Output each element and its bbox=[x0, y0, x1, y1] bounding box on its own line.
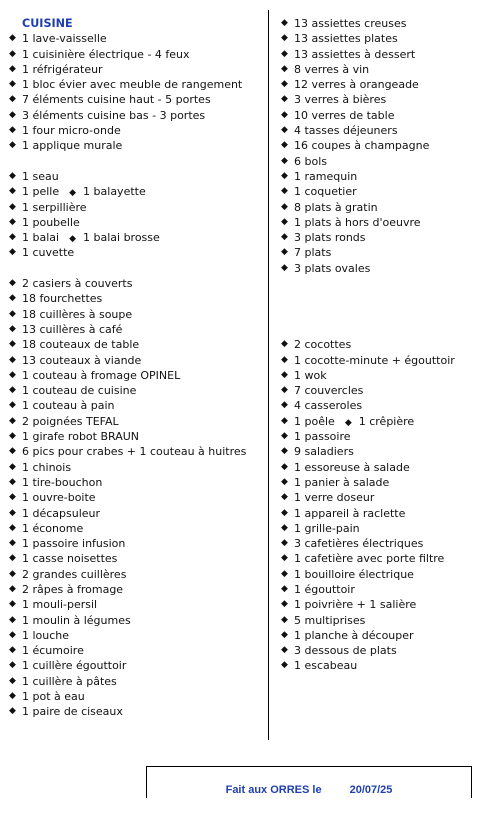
bullet-icon: ◆ bbox=[281, 400, 288, 411]
list-item bbox=[280, 597, 480, 612]
item-text: 1 bouilloire électrique bbox=[294, 567, 414, 581]
bullet-icon: ◆ bbox=[281, 247, 288, 258]
bullet-icon: ◆ bbox=[281, 262, 288, 273]
bullet-icon: ◆ bbox=[281, 125, 288, 136]
bullet-icon: ◆ bbox=[281, 553, 288, 564]
item-text: 1 wok bbox=[294, 368, 327, 382]
footer-date: 20/07/25 bbox=[349, 784, 393, 796]
item-text: 2 râpes à fromage bbox=[22, 582, 124, 596]
list-item bbox=[280, 398, 480, 413]
bullet-icon: ◆ bbox=[9, 385, 16, 396]
list-item bbox=[280, 368, 480, 383]
list-item bbox=[8, 291, 270, 306]
list-item bbox=[280, 613, 480, 628]
list-item bbox=[280, 460, 480, 475]
bullet-icon: ◆ bbox=[281, 446, 288, 457]
bullet-icon: ◆ bbox=[9, 629, 16, 640]
bullet-icon: ◆ bbox=[9, 599, 16, 610]
bullet-icon: ◆ bbox=[69, 234, 76, 245]
bullet-icon: ◆ bbox=[9, 461, 16, 472]
list-item bbox=[280, 628, 480, 643]
item-text: 1 chinois bbox=[22, 460, 72, 474]
list-item bbox=[8, 613, 270, 628]
bullet-icon: ◆ bbox=[281, 385, 288, 396]
list-item bbox=[280, 383, 480, 398]
list-item bbox=[280, 16, 480, 31]
item-text: 16 coupes à champagne bbox=[294, 139, 430, 153]
item-text: 1 cafetière avec porte filtre bbox=[294, 552, 445, 566]
list-item bbox=[8, 643, 270, 658]
bullet-icon: ◆ bbox=[9, 446, 16, 457]
list-item bbox=[8, 276, 270, 291]
signature-box bbox=[146, 766, 472, 798]
item-text: 1 poivrière + 1 salière bbox=[294, 598, 417, 612]
item-text: 4 tasses déjeuners bbox=[294, 124, 398, 138]
bullet-icon: ◆ bbox=[9, 354, 16, 365]
item-text: 10 verres de table bbox=[294, 108, 395, 122]
column-divider bbox=[268, 10, 269, 740]
list-item bbox=[8, 169, 270, 184]
item-text: 6 pics pour crabes + 1 couteau à huitres bbox=[22, 445, 247, 459]
list-item bbox=[8, 108, 270, 123]
bullet-icon: ◆ bbox=[281, 461, 288, 472]
item-text: 2 cocottes bbox=[294, 338, 352, 352]
left-inventory-list bbox=[8, 31, 270, 719]
item-text: 3 plats ronds bbox=[294, 231, 366, 245]
bullet-icon: ◆ bbox=[281, 568, 288, 579]
item-text: 1 cuillère égouttoir bbox=[22, 659, 127, 673]
bullet-icon: ◆ bbox=[9, 293, 16, 304]
bullet-icon: ◆ bbox=[9, 94, 16, 105]
bullet-icon: ◆ bbox=[9, 79, 16, 90]
bullet-icon: ◆ bbox=[281, 186, 288, 197]
bullet-icon: ◆ bbox=[9, 323, 16, 334]
bullet-icon: ◆ bbox=[281, 140, 288, 151]
bullet-icon: ◆ bbox=[9, 140, 16, 151]
item-text: 3 cafetières électriques bbox=[294, 537, 424, 551]
bullet-icon: ◆ bbox=[9, 614, 16, 625]
bullet-icon: ◆ bbox=[281, 492, 288, 503]
item-text: 1 balai brosse bbox=[83, 231, 160, 245]
bullet-icon: ◆ bbox=[344, 417, 352, 428]
item-text: 2 grandes cuillères bbox=[22, 567, 127, 581]
item-text: 9 saladiers bbox=[294, 445, 354, 459]
list-item bbox=[8, 506, 270, 521]
list-item bbox=[280, 62, 480, 77]
list-item bbox=[8, 307, 270, 322]
item-text: 1 paire de ciseaux bbox=[22, 705, 123, 719]
item-text: 1 girafe robot BRAUN bbox=[22, 430, 140, 444]
bullet-icon: ◆ bbox=[9, 645, 16, 656]
spacer bbox=[8, 154, 270, 169]
bullet-icon: ◆ bbox=[9, 553, 16, 564]
list-item bbox=[8, 597, 270, 612]
item-text: 1 poubelle bbox=[22, 215, 80, 229]
list-item bbox=[8, 689, 270, 704]
list-item bbox=[280, 658, 480, 673]
list-item bbox=[8, 245, 270, 260]
bullet-icon: ◆ bbox=[9, 431, 16, 442]
list-item bbox=[8, 521, 270, 536]
item-text: 12 verres à orangeade bbox=[294, 78, 419, 92]
spacer bbox=[280, 276, 480, 291]
item-text: 1 pot à eau bbox=[22, 690, 85, 704]
spacer bbox=[280, 322, 480, 337]
list-item bbox=[8, 368, 270, 383]
item-text: 7 éléments cuisine haut - 5 portes bbox=[22, 93, 211, 107]
list-item bbox=[280, 521, 480, 536]
item-text: 1 cocotte-minute + égouttoir bbox=[294, 353, 455, 367]
bullet-icon: ◆ bbox=[9, 216, 16, 227]
item-text: 1 écumoire bbox=[22, 644, 84, 658]
bullet-icon: ◆ bbox=[281, 216, 288, 227]
bullet-icon: ◆ bbox=[9, 691, 16, 702]
item-text: 1 planche à découper bbox=[294, 628, 414, 642]
item-text: 1 égouttoir bbox=[294, 582, 355, 596]
bullet-icon: ◆ bbox=[9, 308, 16, 319]
bullet-icon: ◆ bbox=[281, 415, 288, 426]
bullet-icon: ◆ bbox=[281, 431, 288, 442]
item-text: 13 assiettes plates bbox=[294, 32, 398, 46]
bullet-icon: ◆ bbox=[9, 538, 16, 549]
list-item bbox=[8, 62, 270, 77]
item-text: 1 serpillière bbox=[22, 200, 87, 214]
item-text: 1 cuisinière électrique - 4 feux bbox=[22, 47, 190, 61]
item-text: 18 couteaux de table bbox=[22, 338, 140, 352]
list-item bbox=[8, 658, 270, 673]
bullet-icon: ◆ bbox=[9, 278, 16, 289]
item-text: 6 bols bbox=[294, 154, 327, 168]
footer-place: Fait aux ORRES le bbox=[225, 784, 322, 796]
list-item bbox=[8, 77, 270, 92]
item-text: 1 pelle bbox=[22, 185, 60, 199]
item-text: 1 coquetier bbox=[294, 185, 357, 199]
bullet-icon: ◆ bbox=[281, 583, 288, 594]
item-text: 1 mouli-persil bbox=[22, 598, 98, 612]
list-item bbox=[8, 353, 270, 368]
item-text: 1 plats à hors d'oeuvre bbox=[294, 215, 421, 229]
item-text: 8 plats à gratin bbox=[294, 200, 378, 214]
item-text: 13 cuillères à café bbox=[22, 322, 123, 336]
bullet-icon: ◆ bbox=[9, 247, 16, 258]
bullet-icon: ◆ bbox=[9, 583, 16, 594]
bullet-icon: ◆ bbox=[9, 522, 16, 533]
right-column bbox=[280, 16, 480, 674]
item-text: 3 éléments cuisine bas - 3 portes bbox=[22, 108, 206, 122]
list-item bbox=[8, 582, 270, 597]
list-item bbox=[8, 230, 270, 245]
list-item bbox=[8, 184, 270, 199]
item-text: 1 économe bbox=[22, 521, 84, 535]
list-item bbox=[8, 551, 270, 566]
list-item bbox=[8, 322, 270, 337]
bullet-icon: ◆ bbox=[281, 201, 288, 212]
list-item bbox=[8, 460, 270, 475]
list-item bbox=[280, 184, 480, 199]
spacer bbox=[280, 307, 480, 322]
bullet-icon: ◆ bbox=[9, 109, 16, 120]
item-text: 1 cuvette bbox=[22, 246, 75, 260]
list-item bbox=[280, 567, 480, 582]
list-item bbox=[280, 475, 480, 490]
item-text: 13 assiettes à dessert bbox=[294, 47, 416, 61]
item-text: 1 couteau de cuisine bbox=[22, 384, 137, 398]
bullet-icon: ◆ bbox=[281, 538, 288, 549]
bullet-icon: ◆ bbox=[281, 63, 288, 74]
item-text: 3 dessous de plats bbox=[294, 644, 397, 658]
bullet-icon: ◆ bbox=[9, 369, 16, 380]
list-item bbox=[8, 31, 270, 46]
list-item bbox=[8, 47, 270, 62]
item-text: 1 couteau à pain bbox=[22, 399, 115, 413]
list-item bbox=[8, 337, 270, 352]
list-item bbox=[280, 551, 480, 566]
bullet-icon: ◆ bbox=[9, 33, 16, 44]
item-text: 1 verre doseur bbox=[294, 491, 375, 505]
bullet-icon: ◆ bbox=[281, 170, 288, 181]
list-item bbox=[280, 261, 480, 276]
item-text: 13 assiettes creuses bbox=[294, 17, 407, 30]
item-text: 1 seau bbox=[22, 169, 59, 183]
list-item bbox=[8, 383, 270, 398]
item-text: 5 multiprises bbox=[294, 613, 366, 627]
item-text: 1 passoire infusion bbox=[22, 537, 126, 551]
bullet-icon: ◆ bbox=[9, 201, 16, 212]
item-text: 1 passoire bbox=[294, 430, 351, 444]
bullet-icon: ◆ bbox=[281, 339, 288, 350]
list-item bbox=[8, 536, 270, 551]
item-text: 1 appareil à raclette bbox=[294, 506, 406, 520]
item-text: 1 balai bbox=[22, 231, 60, 245]
item-text: 1 cuillère à pâtes bbox=[22, 674, 117, 688]
list-item bbox=[280, 77, 480, 92]
list-item bbox=[8, 200, 270, 215]
bullet-icon: ◆ bbox=[281, 109, 288, 120]
list-item bbox=[8, 674, 270, 689]
list-item bbox=[280, 353, 480, 368]
list-item bbox=[280, 215, 480, 230]
list-item bbox=[280, 643, 480, 658]
bullet-icon: ◆ bbox=[281, 660, 288, 671]
list-item bbox=[280, 169, 480, 184]
bullet-icon: ◆ bbox=[9, 170, 16, 181]
item-text: 18 cuillères à soupe bbox=[22, 307, 133, 321]
item-text: 1 réfrigérateur bbox=[22, 62, 103, 76]
item-text: 18 fourchettes bbox=[22, 292, 103, 306]
item-text: 13 couteaux à viande bbox=[22, 353, 142, 367]
list-item bbox=[8, 123, 270, 138]
item-text: 3 plats ovales bbox=[294, 261, 371, 275]
item-text: 1 applique murale bbox=[22, 139, 123, 153]
bullet-icon: ◆ bbox=[9, 125, 16, 136]
bullet-icon: ◆ bbox=[281, 507, 288, 518]
bullet-icon: ◆ bbox=[281, 94, 288, 105]
bullet-icon: ◆ bbox=[9, 675, 16, 686]
item-text: 1 louche bbox=[22, 628, 70, 642]
list-item bbox=[280, 108, 480, 123]
section-heading: CUISINE bbox=[22, 17, 73, 30]
bullet-icon: ◆ bbox=[9, 63, 16, 74]
list-item bbox=[280, 245, 480, 260]
list-item bbox=[8, 567, 270, 582]
bullet-icon: ◆ bbox=[9, 339, 16, 350]
bullet-icon: ◆ bbox=[281, 354, 288, 365]
list-item bbox=[280, 154, 480, 169]
item-text: 1 casse noisettes bbox=[22, 552, 118, 566]
bullet-icon: ◆ bbox=[9, 660, 16, 671]
item-text: 1 lave-vaisselle bbox=[22, 32, 107, 46]
item-text: 3 verres à bières bbox=[294, 93, 387, 107]
list-item bbox=[280, 429, 480, 444]
bullet-icon: ◆ bbox=[281, 522, 288, 533]
item-text: 1 moulin à légumes bbox=[22, 613, 131, 627]
list-item bbox=[280, 337, 480, 352]
item-text: 1 four micro-onde bbox=[22, 124, 121, 138]
list-item bbox=[280, 138, 480, 153]
list-item bbox=[280, 490, 480, 505]
list-item bbox=[8, 628, 270, 643]
list-item bbox=[8, 398, 270, 413]
spacer bbox=[8, 261, 270, 276]
list-item bbox=[280, 31, 480, 46]
list-item bbox=[8, 92, 270, 107]
bullet-icon: ◆ bbox=[9, 507, 16, 518]
bullet-icon: ◆ bbox=[281, 476, 288, 487]
item-text: 8 verres à vin bbox=[294, 62, 370, 76]
item-text: 4 casseroles bbox=[294, 399, 363, 413]
bullet-icon: ◆ bbox=[69, 188, 77, 199]
bullet-icon: ◆ bbox=[281, 79, 288, 90]
list-item bbox=[280, 123, 480, 138]
item-text: 7 couvercles bbox=[294, 384, 364, 398]
bullet-icon: ◆ bbox=[281, 48, 288, 59]
bullet-icon: ◆ bbox=[281, 18, 288, 28]
bullet-icon: ◆ bbox=[9, 476, 16, 487]
list-item bbox=[280, 444, 480, 459]
item-text: 1 tire-bouchon bbox=[22, 475, 103, 489]
item-text: 1 balayette bbox=[83, 185, 146, 199]
bullet-icon: ◆ bbox=[281, 645, 288, 656]
item-text: 1 décapsuleur bbox=[22, 506, 101, 520]
item-text: 1 grille-pain bbox=[294, 521, 360, 535]
bullet-icon: ◆ bbox=[9, 48, 16, 59]
list-item bbox=[8, 414, 270, 429]
bullet-icon: ◆ bbox=[281, 599, 288, 610]
list-item bbox=[8, 704, 270, 719]
list-item bbox=[280, 536, 480, 551]
list-item bbox=[280, 414, 480, 429]
item-text: 1 bloc évier avec meuble de rangement bbox=[22, 78, 243, 92]
list-item bbox=[280, 582, 480, 597]
bullet-icon: ◆ bbox=[281, 629, 288, 640]
list-item bbox=[8, 475, 270, 490]
item-text: 1 panier à salade bbox=[294, 475, 390, 489]
item-text: 1 couteau à fromage OPINEL bbox=[22, 368, 181, 382]
list-item bbox=[8, 429, 270, 444]
item-text: 2 poignées TEFAL bbox=[22, 414, 119, 428]
list-item bbox=[8, 138, 270, 153]
bullet-icon: ◆ bbox=[281, 33, 288, 44]
bullet-icon: ◆ bbox=[9, 568, 16, 579]
list-item bbox=[8, 490, 270, 505]
list-item bbox=[280, 47, 480, 62]
list-item bbox=[8, 444, 270, 459]
item-text: 1 crêpière bbox=[358, 414, 415, 428]
list-item bbox=[280, 506, 480, 521]
list-item bbox=[280, 230, 480, 245]
right-inventory-list bbox=[280, 16, 480, 674]
bullet-icon: ◆ bbox=[9, 415, 16, 426]
bullet-icon: ◆ bbox=[9, 400, 16, 411]
bullet-icon: ◆ bbox=[9, 492, 16, 503]
list-item bbox=[8, 215, 270, 230]
bullet-icon: ◆ bbox=[9, 232, 16, 243]
list-item bbox=[280, 92, 480, 107]
bullet-icon: ◆ bbox=[9, 186, 16, 197]
item-text: 1 ramequin bbox=[294, 169, 358, 183]
item-text: 7 plats bbox=[294, 246, 332, 260]
item-text: 2 casiers à couverts bbox=[22, 277, 133, 291]
bullet-icon: ◆ bbox=[9, 706, 16, 717]
bullet-icon: ◆ bbox=[281, 155, 288, 166]
spacer bbox=[280, 291, 480, 306]
item-text: 1 ouvre-boite bbox=[22, 491, 96, 505]
item-text: 1 poêle bbox=[294, 414, 335, 428]
bullet-icon: ◆ bbox=[281, 369, 288, 380]
item-text: 1 essoreuse à salade bbox=[294, 460, 410, 474]
bullet-icon: ◆ bbox=[281, 614, 288, 625]
item-text: 1 escabeau bbox=[294, 659, 358, 673]
left-column bbox=[8, 16, 270, 720]
bullet-icon: ◆ bbox=[281, 232, 288, 243]
list-item bbox=[280, 200, 480, 215]
